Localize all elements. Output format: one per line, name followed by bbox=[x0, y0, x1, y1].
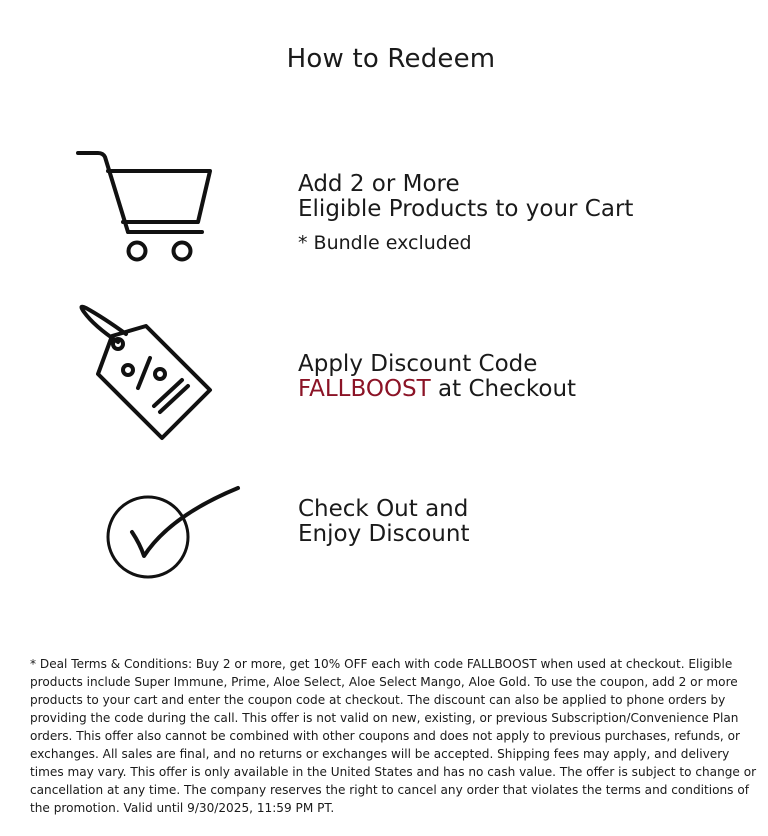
step-1-line-2: Eligible Products to your Cart bbox=[298, 196, 634, 222]
terms-and-conditions: * Deal Terms & Conditions: Buy 2 or more, get 10% OFF each with code FALLBOOST when used at checkout. Eligible products include Super Immune, Prime, Aloe Select, Aloe Select Mango, Aloe Gold. To use the coupon, add 2 or more products to your cart and enter the coupon code at checkout. The discount can also be applied to phone orders by providing the code during the call. This offer is not valid on new, existing, or previous Subscription/Convenience Plan orders. This offer also cannot be combined with other coupons and does not apply to previous purchases, refunds, or exchanges. All sales are final, and no returns or exchanges will be accepted. Shipping fees may apply, and delivery times may vary. This offer is only available in the United States and has no cash value. The offer is subject to change or cancellation at any time. The company reserves the right to cancel any order that violates the terms and conditions of the promotion. Valid until 9/30/2025, 11:59 PM PT. bbox=[30, 657, 757, 815]
step-3-line-2: Enjoy Discount bbox=[298, 521, 470, 547]
page-title: How to Redeem bbox=[286, 44, 496, 74]
bundle-excluded-note: * Bundle excluded bbox=[298, 232, 472, 254]
step-check-out bbox=[298, 497, 469, 547]
step-2-line-1: Apply Discount Code bbox=[298, 351, 538, 377]
step-add-products bbox=[298, 172, 633, 254]
discount-tag-icon bbox=[72, 300, 222, 450]
discount-code: FALLBOOST bbox=[298, 376, 431, 402]
step-2-line-2-suffix: at Checkout bbox=[430, 376, 577, 402]
step-3-line-1: Check Out and bbox=[298, 496, 469, 522]
shopping-cart-icon bbox=[70, 146, 220, 266]
step-apply-code bbox=[298, 352, 576, 402]
step-1-line-1: Add 2 or More bbox=[298, 171, 460, 197]
step-2-line-2 bbox=[298, 377, 576, 402]
checkmark-circle-icon bbox=[100, 480, 250, 590]
